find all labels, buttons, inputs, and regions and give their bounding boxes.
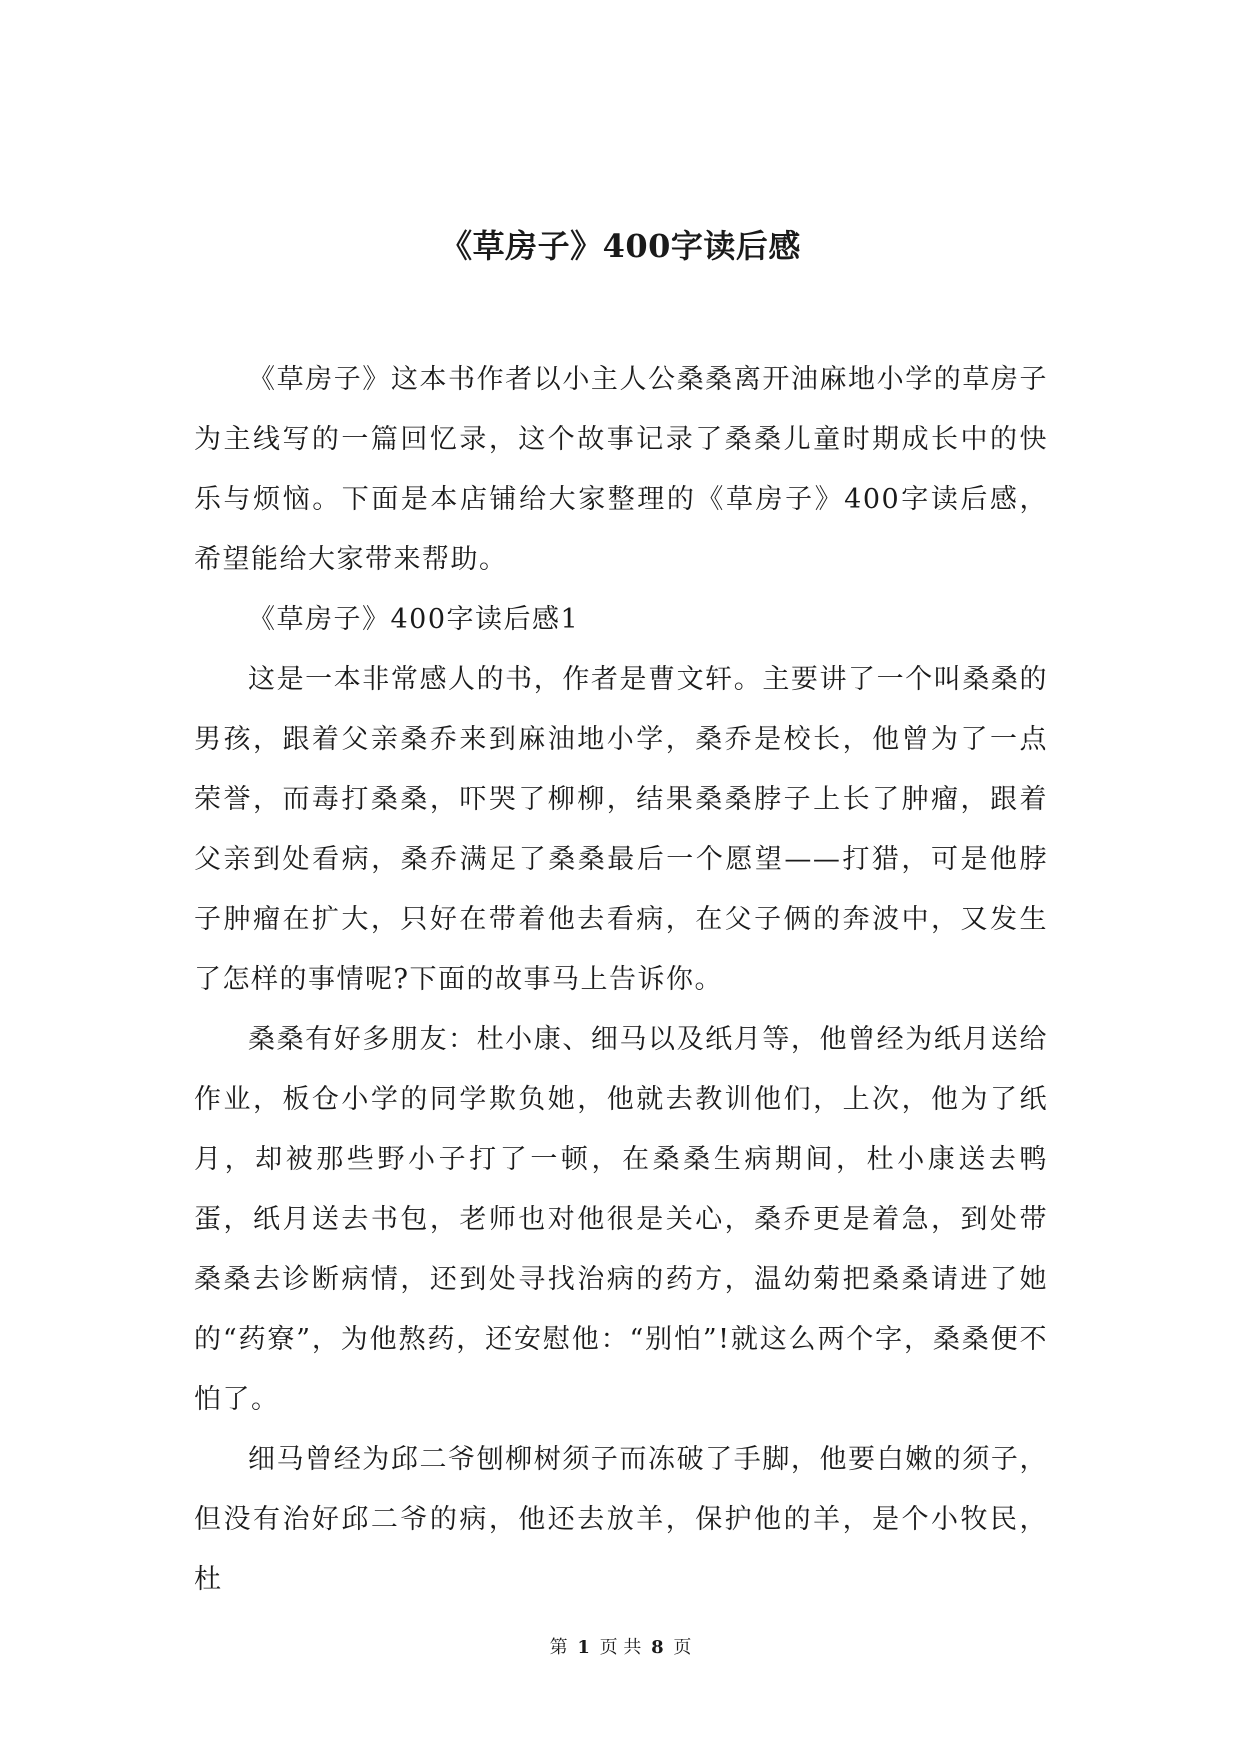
section-heading: 《草房子》400字读后感1 — [248, 604, 580, 635]
footer-middle: 页 共 — [599, 1637, 642, 1658]
current-page-number: 1 — [577, 1637, 590, 1658]
document-body — [194, 350, 1048, 1610]
footer-suffix: 页 — [673, 1637, 692, 1658]
footer-prefix: 第 — [549, 1637, 568, 1658]
body-paragraph: 细马曾经为邱二爷刨柳树须子而冻破了手脚，他要白嫩的须子，但没有治好邱二爷的病，他还去放羊，保护他的羊，是个小牧民，杜 — [194, 1444, 1048, 1595]
body-paragraph: 这是一本非常感人的书，作者是曹文轩。主要讲了一个叫桑桑的男孩，跟着父亲桑乔来到麻油地小学，桑乔是校长，他曾为了一点荣誉，而毒打桑桑，吓哭了柳柳，结果桑桑脖子上长了肿瘤，跟着父亲到处看病，桑乔满足了桑桑最后一个愿望——打猎，可是他脖子肿瘤在扩大，只好在带着他去看病，在父子俩的奔波中，又发生了怎样的事情呢?下面的故事马上告诉你。 — [194, 664, 1048, 995]
body-paragraph: 桑桑有好多朋友：杜小康、细马以及纸月等，他曾经为纸月送给作业，板仓小学的同学欺负她，他就去教训他们，上次，他为了纸月，却被那些野小子打了一顿，在桑桑生病期间，杜小康送去鸭蛋，纸月送去书包，老师也对他很是关心，桑乔更是着急，到处带桑桑去诊断病情，还到处寻找治病的药方，温幼菊把桑桑请进了她的“药寮”，为他熬药，还安慰他：“别怕”!就这么两个字，桑桑便不怕了。 — [194, 1024, 1048, 1415]
document-title: 《草房子》400字读后感 — [440, 227, 801, 265]
total-pages-number: 8 — [651, 1637, 664, 1658]
page-footer — [0, 1636, 1241, 1660]
intro-paragraph: 《草房子》这本书作者以小主人公桑桑离开油麻地小学的草房子为主线写的一篇回忆录，这个故事记录了桑桑儿童时期成长中的快乐与烦恼。下面是本店铺给大家整理的《草房子》400字读后感，希望能给大家带来帮助。 — [194, 364, 1048, 575]
